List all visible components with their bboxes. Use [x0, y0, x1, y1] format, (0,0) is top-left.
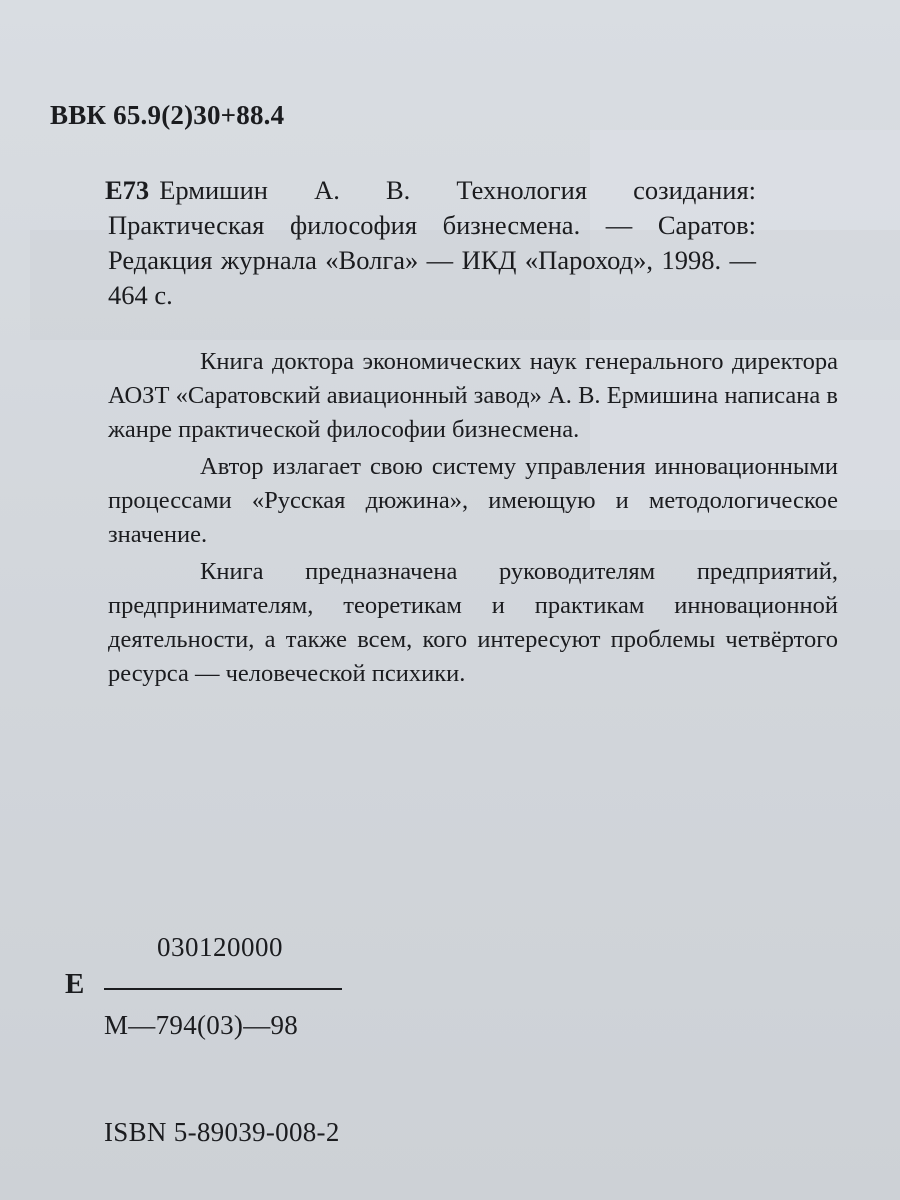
index-numerator: 030120000: [157, 932, 283, 962]
abstract-paragraph-1: Книга доктора экономических наук генерального директора АОЗТ «Саратовский авиационный завод» А. В. Ермишина написана в жанре практической философии бизнесмена.: [108, 348, 838, 443]
author-code: Е73: [105, 175, 150, 205]
index-letter: Е: [65, 968, 85, 1000]
bibliographic-text: Ермишин А. В. Технология созидания: Практическая философия бизнесмена. — Саратов: Редакция журнала «Волга» — ИКД «Пароход», 1998. — 464 с.: [108, 175, 756, 310]
fraction-line: [104, 988, 342, 990]
abstract: [108, 345, 838, 694]
isbn: ISBN 5-89039-008-2: [104, 1117, 340, 1147]
abstract-paragraph-2: Автор излагает свою систему управления инновационными процессами «Русская дюжина», имеющую и методологическое значение.: [108, 453, 838, 548]
abstract-paragraph-3: Книга предназначена руководителям предприятий, предпринимателям, теоретикам и практикам инновационной деятельности, а также всем, кого интересуют проблемы четвёртого ресурса — человеческой психики.: [108, 558, 838, 687]
index-denominator: М—794(03)—98: [104, 1010, 299, 1040]
bibliographic-record: [105, 173, 756, 313]
bbk-classification: ВВК 65.9(2)30+88.4: [50, 100, 285, 130]
